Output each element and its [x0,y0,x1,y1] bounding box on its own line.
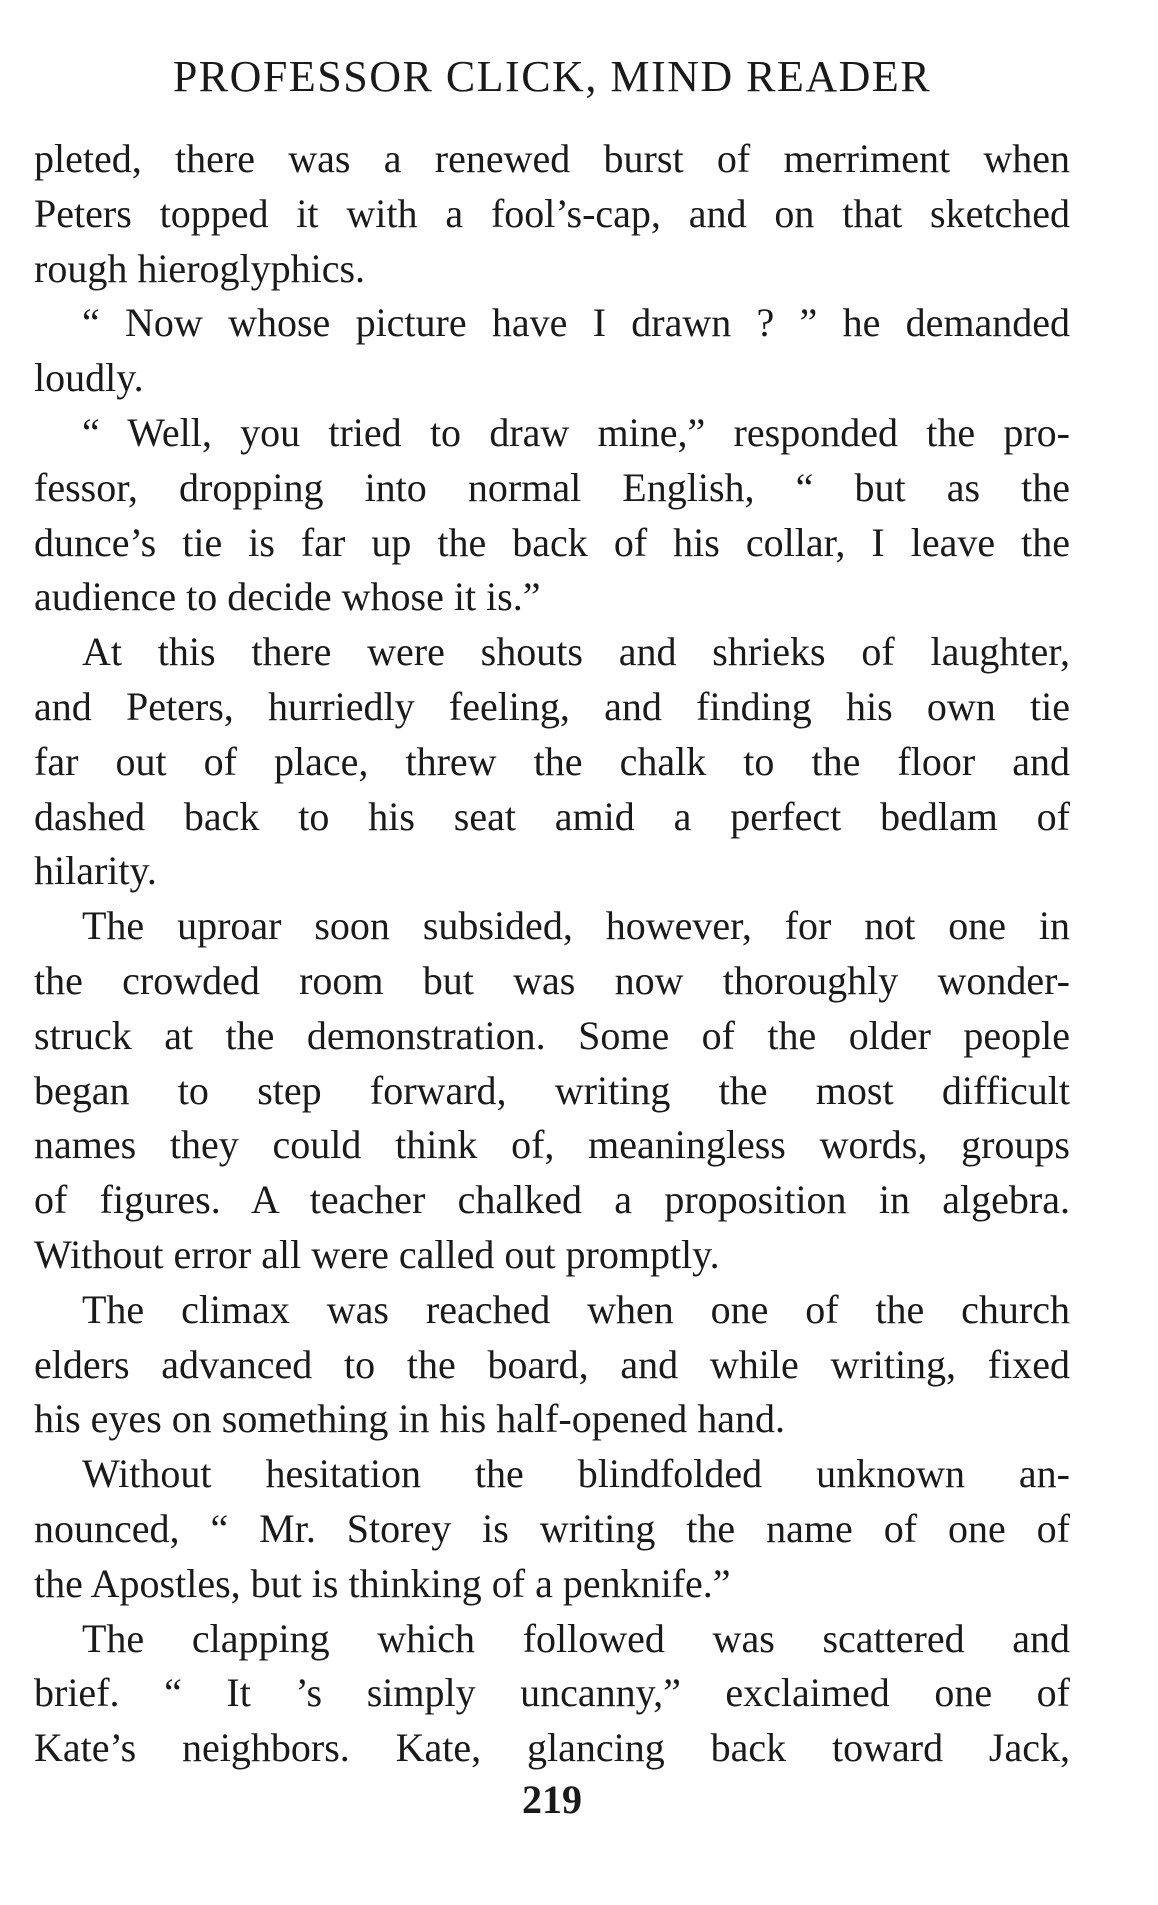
paragraph [34,406,1070,625]
text-line: The climax was reached when one of the church [82,1286,1070,1332]
text-line: Without hesitation the blindfolded unknown an- [82,1451,1070,1497]
paragraph [34,899,1070,1283]
text-line: loudly. [34,355,144,401]
text-line: and Peters, hurriedly feeling, and finding his own tie [34,683,1070,729]
page-number: 219 [522,1777,582,1822]
text-line: the Apostles, but is thinking of a penknife.” [34,1560,731,1606]
text-line: struck at the demonstration. Some of the older people [34,1012,1070,1058]
text-line: his eyes on something in his half-opened hand. [34,1396,785,1442]
text-line: far out of place, threw the chalk to the floor and [34,738,1070,784]
text-line: At this there were shouts and shrieks of laughter, [82,629,1070,675]
text-line: of figures. A teacher chalked a proposition in algebra. [34,1177,1070,1223]
text-line: “ Now whose picture have I drawn ? ” he demanded [82,300,1070,346]
paragraph [34,1283,1070,1447]
running-head: PROFESSOR CLICK, MIND READER [172,52,932,101]
text-line: began to step forward, writing the most difficult [34,1067,1070,1113]
text-line: rough hieroglyphics. [34,245,366,291]
text-line: dunce’s tie is far up the back of his collar, I leave the [34,519,1070,565]
body-text [34,132,1070,1776]
text-line: fessor, dropping into normal English, “ but as the [34,464,1070,510]
text-line: dashed back to his seat amid a perfect bedlam of [34,793,1070,839]
text-line: the crowded room but was now thoroughly wonder- [34,957,1070,1003]
text-line: Without error all were called out promptly. [34,1231,720,1277]
text-line: Peters topped it with a fool’s-cap, and on that sketched [34,190,1070,236]
text-line: The clapping which followed was scattered and [82,1615,1070,1661]
text-line: “ Well, you tried to draw mine,” responded the pro- [82,409,1070,455]
paragraph [34,296,1070,406]
text-line: hilarity. [34,848,157,894]
text-line: The uproar soon subsided, however, for not one in [82,903,1070,949]
text-line: audience to decide whose it is.” [34,574,541,620]
text-line: elders advanced to the board, and while writing, fixed [34,1341,1070,1387]
text-line: names they could think of, meaningless words, groups [34,1122,1070,1168]
text-line: Kate’s neighbors. Kate, glancing back toward Jack, [34,1725,1070,1771]
text-line: brief. “ It ’s simply uncanny,” exclaimed one of [34,1670,1070,1716]
paragraph [34,625,1070,899]
paragraph [34,132,1070,296]
paragraph [34,1447,1070,1611]
text-line: pleted, there was a renewed burst of merriment when [34,136,1070,181]
paragraph [34,1612,1070,1776]
text-line: nounced, “ Mr. Storey is writing the name of one of [34,1505,1070,1551]
